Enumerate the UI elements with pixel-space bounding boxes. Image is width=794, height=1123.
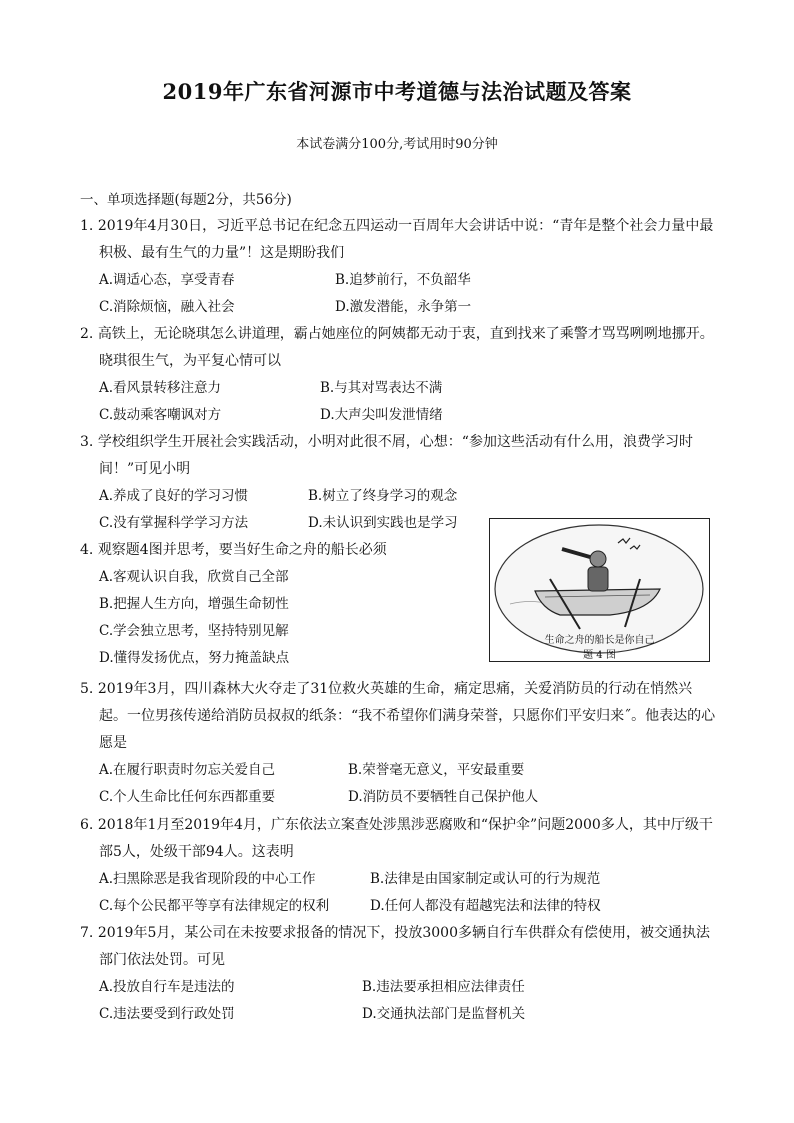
question-1 bbox=[80, 213, 720, 321]
option-d: D.懂得发扬优点，努力掩盖缺点 bbox=[99, 650, 290, 666]
option-c: C.学会独立思考，坚持特别见解 bbox=[99, 623, 289, 639]
option-row bbox=[80, 645, 480, 672]
figure-caption: 生命之舟的船长是你自己 bbox=[544, 635, 655, 646]
option-b: B.荣誉毫无意义，平安最重要 bbox=[348, 762, 525, 778]
question-text: 1. 2019年4月30日，习近平总书记在纪念五四运动一百周年大会讲话中说：“青年是整个社会力量中最积极、最有生气的力量”！这是期盼我们 bbox=[80, 218, 714, 261]
option-b: B.法律是由国家制定或认可的行为规范 bbox=[370, 871, 601, 887]
option-d: D.任何人都没有超越宪法和法律的特权 bbox=[370, 898, 601, 914]
option-row bbox=[80, 893, 720, 920]
question-text: 5. 2019年3月，四川森林大火夺走了31位救火英雄的生命，痛定思痛，关爱消防员的行动在悄然兴起。一位男孩传递给消防员叔叔的纸条：“我不希望你们满身荣誉，只愿你们平安归来˝。他表达的心愿是 bbox=[80, 681, 716, 751]
option-b: B.把握人生方向，增强生命韧性 bbox=[99, 596, 289, 612]
option-a: A.客观认识自我，欣赏自己全部 bbox=[99, 569, 289, 585]
option-row bbox=[80, 784, 720, 811]
option-row bbox=[80, 866, 720, 893]
question-text: 2. 高铁上，无论晓琪怎么讲道理，霸占她座位的阿姨都无动于衷，直到找来了乘警才骂骂咧咧地挪开。晓琪很生气，为平复心情可以 bbox=[80, 326, 714, 369]
option-row bbox=[80, 483, 720, 510]
question-4 bbox=[80, 537, 480, 672]
option-row bbox=[80, 294, 720, 321]
option-a: A.养成了良好的学习习惯 bbox=[99, 488, 249, 504]
option-c: C.没有掌握科学学习方法 bbox=[99, 515, 249, 531]
option-c: C.鼓动乘客嘲讽对方 bbox=[99, 407, 222, 423]
option-a: A.扫黑除恶是我省现阶段的中心工作 bbox=[99, 871, 316, 887]
option-row bbox=[80, 757, 720, 784]
option-a: A.看风景转移注意力 bbox=[99, 380, 222, 396]
option-row bbox=[80, 618, 480, 645]
option-c: C.个人生命比任何东西都重要 bbox=[99, 789, 276, 805]
option-a: A.调适心态，享受青春 bbox=[99, 272, 235, 288]
question-4-figure bbox=[489, 518, 710, 662]
option-c: C.违法要受到行政处罚 bbox=[99, 1006, 235, 1022]
option-d: D.交通执法部门是监督机关 bbox=[362, 1006, 526, 1022]
option-row bbox=[80, 375, 720, 402]
option-b: B.树立了终身学习的观念 bbox=[308, 488, 458, 504]
option-row bbox=[80, 974, 720, 1001]
option-d: D.消防员不要牺牲自己保护他人 bbox=[348, 789, 539, 805]
option-row bbox=[80, 564, 480, 591]
question-text: 7. 2019年5月，某公司在未按要求报备的情况下，投放3000多辆自行车供群众有偿使用，被交通执法部门依法处罚。可见 bbox=[80, 925, 710, 968]
option-b: B.与其对骂表达不满 bbox=[320, 380, 443, 396]
option-a: A.投放自行车是违法的 bbox=[99, 979, 235, 995]
figure-label: 题 4 图 bbox=[583, 650, 616, 661]
question-7 bbox=[80, 920, 720, 1028]
exam-info: 本试卷满分100分,考试用时90分钟 bbox=[296, 137, 498, 152]
section-heading: 一、单项选择题(每题2分，共56分) bbox=[80, 192, 292, 208]
option-row bbox=[80, 591, 480, 618]
question-text: 6. 2018年1月至2019年4月，广东依法立案查处涉黑涉恶腐败和“保护伞”问题2000多人，其中厅级干部5人，处级干部94人。这表明 bbox=[80, 817, 713, 860]
option-b: B.追梦前行，不负韶华 bbox=[335, 272, 471, 288]
option-c: C.消除烦恼，融入社会 bbox=[99, 299, 235, 315]
question-2 bbox=[80, 321, 720, 429]
question-5 bbox=[80, 676, 720, 811]
question-text: 4. 观察题4图并思考，要当好生命之舟的船长必须 bbox=[80, 542, 387, 558]
option-a: A.在履行职责时勿忘关爱自己 bbox=[99, 762, 276, 778]
question-text: 3. 学校组织学生开展社会实践活动，小明对此很不屑，心想：“参加这些活动有什么用，浪费学习时间！”可见小明 bbox=[80, 434, 693, 477]
option-d: D.大声尖叫发泄情绪 bbox=[320, 407, 443, 423]
page-title: 2019年广东省河源市中考道德与法治试题及答案 bbox=[162, 79, 632, 104]
question-6 bbox=[80, 812, 720, 920]
option-d: D.未认识到实践也是学习 bbox=[308, 515, 458, 531]
option-row bbox=[80, 1001, 720, 1028]
option-c: C.每个公民都平等享有法律规定的权利 bbox=[99, 898, 330, 914]
option-d: D.激发潜能，永争第一 bbox=[335, 299, 472, 315]
option-row bbox=[80, 402, 720, 429]
option-b: B.违法要承担相应法律责任 bbox=[362, 979, 525, 995]
option-row bbox=[80, 267, 720, 294]
